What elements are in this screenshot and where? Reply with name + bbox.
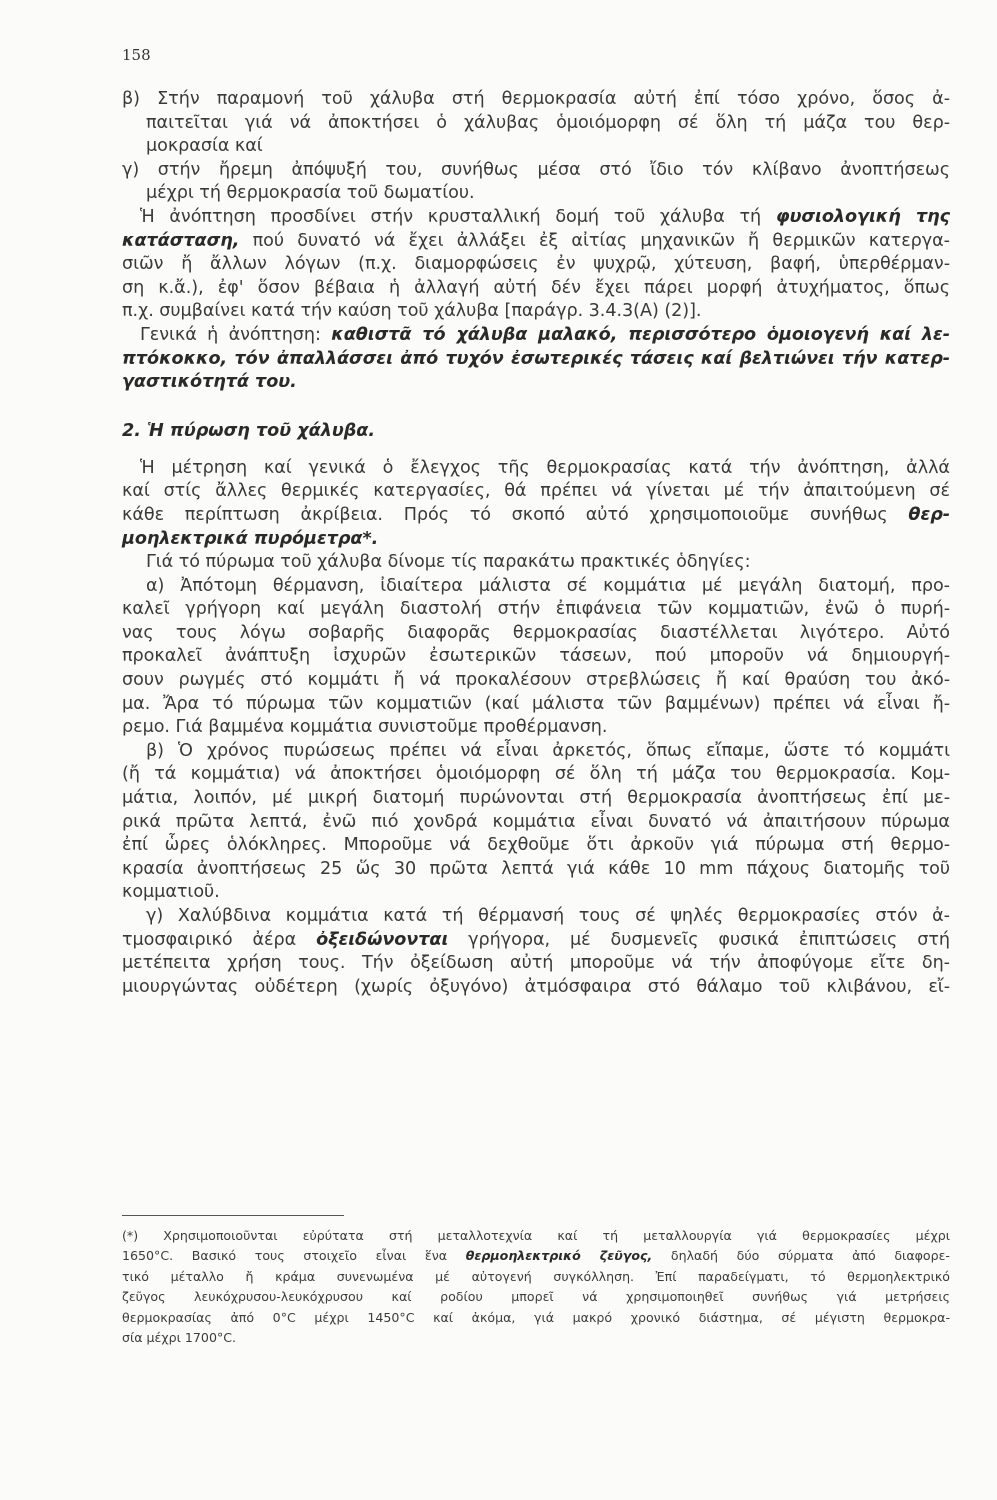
text-line bbox=[122, 324, 950, 348]
body-text bbox=[122, 88, 950, 999]
text-line: ση κ.ἄ.), ἐφ' ὅσον βέβαια ἡ ἀλλαγή αὐτή δέν ἔχει πάρει μορφή ἀτυχήματος, ὅπως bbox=[122, 277, 950, 298]
text-line: παιτεῖται γιά νά ἀποκτήσει ὁ χάλυβας ὁμοιόμορφη σέ ὅλη τή μάζα του θερ- bbox=[146, 112, 950, 133]
text-line bbox=[122, 348, 950, 372]
text-line: Γιά τό πύρωμα τοῦ χάλυβα δίνομε τίς παρακάτω πρακτικές ὁδηγίες: bbox=[146, 552, 751, 573]
text-line: μέχρι τή θερμοκρασία τοῦ δωματίου. bbox=[146, 183, 475, 204]
emphasis-text: φυσιολογική της bbox=[775, 206, 950, 227]
footnote-divider bbox=[122, 1215, 344, 1216]
text-run: κάθε περίπτωση ἀκρίβεια. Πρός τό σκοπό αὐτό χρησιμοποιοῦμε συνήθως bbox=[122, 504, 909, 525]
text-line: ρεμο. Γιά βαμμένα κομμάτια συνιστοῦμε προθέρμανση. bbox=[122, 717, 608, 738]
text-line bbox=[122, 504, 950, 528]
text-line: γ) στήν ἤρεμη ἀπόψυξή του, συνήθως μέσα στό ἴδιο τόν κλίβανο ἀνοπτήσεως bbox=[122, 159, 950, 180]
emphasis-text: καθιστᾶ τό χάλυβα μαλακό, περισσότερο ὁμοιογενή καί λε- bbox=[331, 324, 950, 345]
text-line bbox=[122, 528, 950, 552]
text-line: β) Στήν παραμονή τοῦ χάλυβα στή θερμοκρασία αὐτή ἐπί τόσο χρόνο, ὅσος ἀ- bbox=[122, 89, 950, 109]
text-line: β) Ὁ χρόνος πυρώσεως πρέπει νά εἶναι ἀρκετός, ὅπως εἴπαμε, ὥστε τό κομμάτι bbox=[146, 740, 950, 761]
text-run: πού δυνατό νά ἔχει ἀλλάξει ἐξ αἰτίας μηχανικῶν ἤ θερμικῶν κατεργα- bbox=[239, 230, 950, 251]
text-line: προκαλεῖ ἀνάπτυξη ἰσχυρῶν ἐσωτερικῶν τάσεων, πού μποροῦν νά δημιουργή- bbox=[122, 646, 950, 667]
text-run: γρήγορα, μέ δυσμενεῖς φυσικά ἐπιπτώσεις στή bbox=[448, 929, 950, 950]
text-line: ρικά πρῶτα λεπτά, ἐνῶ πιό χονδρά κομμάτια εἶναι δυνατό νά ἀπαιτήσουν πύρωμα bbox=[122, 811, 950, 832]
text-run: δηλαδή δύο σύρματα ἀπό διαφορε- bbox=[652, 1248, 950, 1264]
text-line: κρασία ἀνοπτήσεως 25 ὥς 30 πρῶτα λεπτά γιά κάθε 10 mm πάχους διατομῆς τοῦ bbox=[122, 858, 950, 879]
paragraph-beta bbox=[122, 88, 950, 159]
text-line: μάτια, λοιπόν, μέ μικρή διατομή πυρώνονται στή θερμοκρασία ἀνοπτήσεως ἐπί με- bbox=[122, 788, 950, 809]
footnote-line: σία μέχρι 1700°C. bbox=[122, 1329, 237, 1345]
text-line: καλεῖ γρήγορη καί μεγάλη διαστολή στήν ἐπιφάνεια τῶν κομματιῶν, ἐνῶ ὁ πυρή- bbox=[122, 599, 950, 620]
paragraph-oxidation bbox=[122, 905, 950, 999]
text-line bbox=[122, 230, 950, 254]
paragraph-temperature-measurement bbox=[122, 457, 950, 551]
paragraph-heating-time bbox=[122, 740, 950, 905]
text-line: μοκρασία καί bbox=[146, 136, 263, 157]
paragraph-gamma bbox=[122, 159, 950, 206]
paragraph-annealing-effect bbox=[122, 206, 950, 324]
text-line: α) Ἀπότομη θέρμανση, ἰδιαίτερα μάλιστα σέ κομμάτια μέ μεγάλη διατομή, προ- bbox=[146, 575, 950, 596]
text-line: σιῶν ἤ ἄλλων λόγων (π.χ. διαμορφώσεις ἐν ψυχρῷ, χύτευση, βαφή, ὑπερθέρμαν- bbox=[122, 254, 950, 275]
text-line bbox=[122, 371, 950, 395]
text-line: γ) Χαλύβδινα κομμάτια κατά τή θέρμανσή τους σέ ψηλές θερμοκρασίες στόν ἀ- bbox=[146, 906, 950, 926]
text-line: κομματιοῦ. bbox=[122, 882, 220, 903]
emphasis-text: κατάσταση, bbox=[122, 230, 240, 251]
text-line: ἐπί ὧρες ὁλόκληρες. Μποροῦμε νά δεχθοῦμε ὅτι ἀρκοῦν γιά πύρωμα στή θερμο- bbox=[122, 835, 950, 856]
text-line: π.χ. συμβαίνει κατά τήν καύση τοῦ χάλυβα [παράγρ. 3.4.3(Α) (2)]. bbox=[122, 301, 702, 322]
text-line bbox=[122, 206, 950, 230]
text-line: νας τους λόγω σοβαρῆς διαφορᾶς θερμοκρασίας διαστέλλεται λιγότερο. Αὐτό bbox=[122, 622, 950, 643]
emphasis-text: μοηλεκτρικά πυρόμετρα*. bbox=[122, 528, 379, 549]
paragraph-annealing-summary bbox=[122, 324, 950, 395]
text-line: καί στίς ἄλλες θερμικές κατεργασίες, θά πρέπει νά γίνεται μέ τήν ἀπαιτούμενη σέ bbox=[122, 481, 950, 502]
emphasis-text: θερμοηλεκτρικό ζεῦγος, bbox=[465, 1248, 653, 1264]
emphasis-text: πτόκοκκο, τόν ἀπαλλάσσει ἀπό τυχόν ἐσωτερικές τάσεις καί βελτιώνει τήν κατερ- bbox=[122, 348, 950, 369]
emphasis-text: ὀξειδώνονται bbox=[316, 929, 449, 950]
emphasis-text: γαστικότητά του. bbox=[122, 372, 297, 393]
text-run: τμοσφαιρικό ἀέρα bbox=[122, 929, 317, 950]
text-run: Γενικά ἡ ἀνόπτηση: bbox=[140, 324, 332, 345]
text-line: (ἤ τά κομμάτια) νά ἀποκτήσει ὁμοιόμορφη σέ ὅλη τή μάζα του θερμοκρασία. Κομ- bbox=[122, 764, 950, 785]
page-number: 158 bbox=[122, 46, 151, 64]
footnote-line bbox=[122, 1246, 950, 1266]
text-run: Ἡ ἀνόπτηση προσδίνει στήν κρυσταλλική δομή τοῦ χάλυβα τή bbox=[140, 206, 776, 227]
text-line: μα. Ἄρα τό πύρωμα τῶν κομματιῶν (καί μάλιστα τῶν βαμμένων) πρέπει νά εἶναι ἤ- bbox=[122, 693, 950, 714]
footnote-line: τικό μέταλλο ἤ κράμα συνενωμένα μέ αὐτογενή συγκόλληση. Ἐπί παραδείγματι, τό θερμοηλεκτρικό bbox=[122, 1268, 950, 1284]
footnote-line: ζεῦγος λευκόχρυσου-λευκόχρυσου καί ροδίου μπορεῖ νά χρησιμοποιηθεῖ συνήθως γιά μετρήσεις bbox=[122, 1289, 950, 1305]
section-heading: 2. Ἡ πύρωση τοῦ χάλυβα. bbox=[122, 420, 376, 441]
footnote-line: θερμοκρασίας ἀπό 0°C μέχρι 1450°C καί ἀκόμα, γιά μακρό χρονικό διάστημα, σέ μέγιστη θερμοκρα- bbox=[122, 1309, 950, 1325]
text-line: μετέπειτα χρήση τους. Τήν ὀξείδωση αὐτή μποροῦμε νά τήν ἀποφύγομε εἴτε δη- bbox=[122, 953, 950, 974]
footnote bbox=[122, 1226, 950, 1348]
emphasis-text: θερ- bbox=[908, 504, 950, 525]
footnote-line: (*) Χρησιμοποιοῦνται εὐρύτατα στή μεταλλοτεχνία καί τή μεταλλουργία γιά θερμοκρασίες μέχρι bbox=[122, 1228, 950, 1243]
text-run: 1650°C. Βασικό τους στοιχεῖο εἶναι ἕνα bbox=[122, 1248, 466, 1264]
text-line: μιουργώντας οὐδέτερη (χωρίς ὀξυγόνο) ἀτμόσφαιρα στό θάλαμο τοῦ κλιβάνου, εἴ- bbox=[122, 976, 950, 997]
paragraph-heating-guidelines bbox=[122, 551, 950, 740]
text-line bbox=[122, 929, 950, 953]
text-line: Ἡ μέτρηση καί γενικά ὁ ἔλεγχος τῆς θερμοκρασίας κατά τήν ἀνόπτηση, ἀλλά bbox=[140, 457, 950, 478]
text-line: σουν ρωγμές στό κομμάτι ἤ νά προκαλέσουν στρεβλώσεις ἤ καί θραύση του ἀκό- bbox=[122, 670, 950, 691]
